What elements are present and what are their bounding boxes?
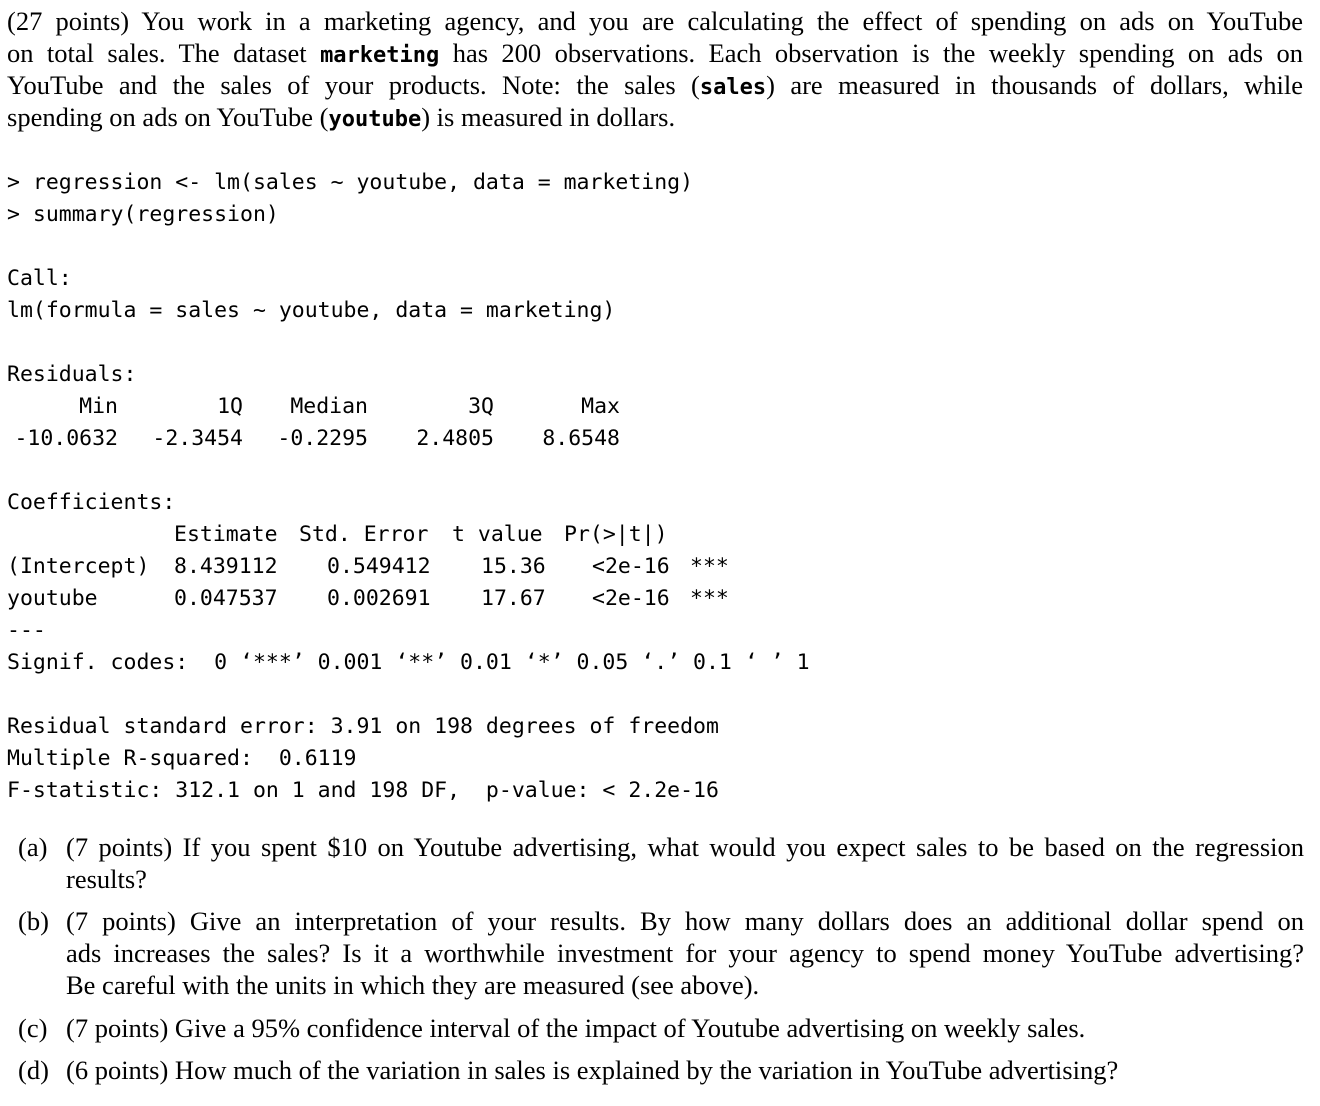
question-text-line: (7 points) Give a 95% confidence interval of the impact of Youtube advertising on weekly sales. — [66, 1013, 1086, 1043]
sales-var-code: sales — [699, 75, 767, 100]
residuals-header-q3: 3Q — [468, 394, 494, 419]
coef-std-error: 0.549412 — [327, 554, 431, 579]
question-text-line: (7 points) Give an interpretation of your results. By how many dollars does an additional dollar spend on — [66, 906, 1304, 936]
residuals-header-min: Min — [79, 394, 118, 419]
question-b — [18, 905, 1304, 1001]
coef-estimate: 0.047537 — [174, 586, 278, 611]
question-text-line: Be careful with the units in which they are measured (see above). — [66, 970, 760, 1000]
r-input-line-2: > summary(regression) — [7, 202, 279, 227]
problem-intro — [7, 5, 1303, 133]
residuals-header-row — [7, 391, 620, 423]
residual-q3-value: 2.4805 — [416, 426, 494, 451]
question-label: (a) — [18, 832, 48, 862]
coef-term-name: youtube — [7, 586, 98, 611]
coef-signif-stars: *** — [690, 586, 729, 611]
residual-min-value: -10.0632 — [14, 426, 118, 451]
youtube-var-code: youtube — [328, 107, 422, 132]
residual-median-value: -0.2295 — [277, 426, 368, 451]
r-input-line-1: > regression <- lm(sales ~ youtube, data = marketing) — [7, 170, 694, 195]
question-label: (c) — [18, 1013, 48, 1043]
question-label: (d) — [18, 1055, 49, 1085]
intro-line-2: on total sales. The dataset marketing has 200 observations. Each observation is the weekly spending on ads on — [7, 38, 1303, 68]
coef-t-value: 17.67 — [481, 586, 546, 611]
multiple-r-squared: Multiple R-squared: 0.6119 — [7, 746, 357, 771]
question-label: (b) — [18, 906, 49, 936]
coef-estimate: 8.439112 — [174, 554, 278, 579]
coef-row-youtube — [7, 583, 729, 615]
residual-max-value: 8.6548 — [542, 426, 620, 451]
f-statistic: F-statistic: 312.1 on 1 and 198 DF, p-value: < 2.2e-16 — [7, 778, 719, 803]
question-a — [18, 831, 1304, 895]
question-text-line: (6 points) How much of the variation in sales is explained by the variation in YouTube advertising? — [66, 1055, 1119, 1085]
coef-row-intercept — [7, 551, 729, 583]
residuals-values-row — [7, 423, 620, 455]
coef-header-t-value: t value — [452, 522, 543, 547]
coef-p-value: <2e-16 — [592, 554, 670, 579]
question-text-line: results? — [66, 864, 147, 894]
signif-codes: Signif. codes: 0 ‘***’ 0.001 ‘**’ 0.01 ‘*’ 0.05 ‘.’ 0.1 ‘ ’ 1 — [7, 650, 810, 675]
call-formula: lm(formula = sales ~ youtube, data = marketing) — [7, 298, 616, 323]
residual-q1-value: -2.3454 — [152, 426, 243, 451]
residuals-header-median: Median — [290, 394, 368, 419]
residuals-header-max: Max — [581, 394, 620, 419]
residuals-header-q1: 1Q — [217, 394, 243, 419]
intro-line-3: YouTube and the sales of your products. Note: the sales (sales) are measured in thousands of dollars, while — [7, 70, 1303, 100]
coef-std-error: 0.002691 — [327, 586, 431, 611]
coef-signif-stars: *** — [690, 554, 729, 579]
coef-header-std-error: Std. Error — [299, 522, 429, 547]
coef-header-p-value: Pr(>|t|) — [564, 522, 668, 547]
intro-line-1: (27 points) You work in a marketing agency, and you are calculating the effect of spending on ads on YouTube — [7, 6, 1303, 36]
coef-term-name: (Intercept) — [7, 554, 150, 579]
dataset-name-code: marketing — [320, 43, 440, 68]
coef-header-estimate: Estimate — [174, 522, 278, 547]
coef-separator: --- — [7, 618, 46, 643]
question-text-line: ads increases the sales? Is it a worthwhile investment for your agency to spend money YouTube advertising? — [66, 938, 1304, 968]
call-label: Call: — [7, 266, 72, 291]
coef-header-row — [7, 519, 668, 551]
coef-t-value: 15.36 — [481, 554, 546, 579]
coefficients-label: Coefficients: — [7, 490, 176, 515]
intro-line-4: spending on ads on YouTube (youtube) is measured in dollars. — [7, 102, 676, 132]
question-d — [18, 1054, 1304, 1086]
residual-standard-error: Residual standard error: 3.91 on 198 degrees of freedom — [7, 714, 719, 739]
question-text-line: (7 points) If you spent $10 on Youtube advertising, what would you expect sales to be based on the regression — [66, 832, 1304, 862]
coef-p-value: <2e-16 — [592, 586, 670, 611]
residuals-label: Residuals: — [7, 362, 137, 387]
question-c — [18, 1012, 1304, 1044]
